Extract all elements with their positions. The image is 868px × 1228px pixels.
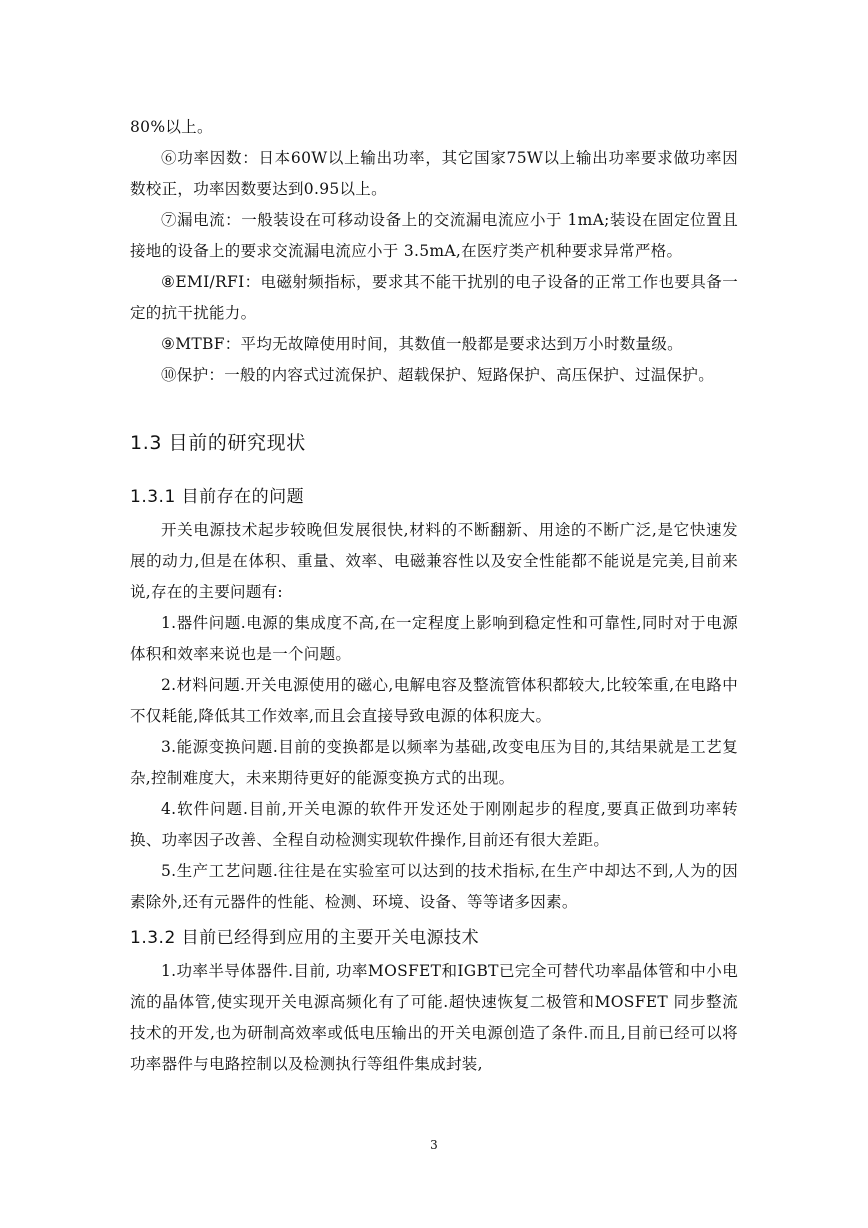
paragraph-energy-conversion-problem: 3.能源变换问题.目前的变换都是以频率为基础,改变电压为目的,其结果就是工艺复杂,控制难度大，未来期待更好的能源变换方式的出现。 — [130, 738, 738, 787]
paragraph-leakage-current: ⑦漏电流：一般装设在可移动设备上的交流漏电流应小于 1mA;装设在固定位置且接地的设备上的要求交流漏电流应小于 3.5mA,在医疗类产机种要求异常严格。 — [130, 211, 738, 260]
paragraph-power-semiconductor: 1.功率半导体器件.目前, 功率MOSFET和IGBT已完全可替代功率晶体管和中小电流的晶体管,使实现开关电源高频化有了可能.超快速恢复二极管和MOSFET 同步整流技术的开发,也为研制高效率或低电压输出的开关电源创造了条件.而且,目前已经可以将功率器件与电路控制以及检测执行等组件集成封装, — [130, 962, 738, 1073]
paragraph-problems-intro: 开关电源技术起步较晚但发展很快,材料的不断翻新、用途的不断广泛,是它快速发展的动力,但是在体积、重量、效率、电磁兼容性以及安全性能都不能说是完美,目前来说,存在的主要问题有: — [130, 521, 738, 601]
paragraph-continuation: 80%以上。 — [130, 118, 213, 136]
section-heading-1-3: 1.3 目前的研究现状 — [130, 432, 306, 454]
subsection-1-3-1-body — [130, 515, 738, 918]
paragraph-device-problem: 1.器件问题.电源的集成度不高,在一定程度上影响到稳定性和可靠性,同时对于电源体积和效率来说也是一个问题。 — [130, 614, 738, 663]
paragraph-mtbf: ⑨MTBF：平均无故障使用时间，其数值一般都是要求达到万小时数量级。 — [161, 335, 683, 353]
subsection-heading-1-3-2: 1.3.2 目前已经得到应用的主要开关电源技术 — [130, 928, 480, 948]
subsection-heading-1-3-1: 1.3.1 目前存在的问题 — [130, 487, 305, 507]
subsection-1-3-2-body — [130, 956, 738, 1080]
paragraph-protection: ⑩保护：一般的内容式过流保护、超载保护、短路保护、高压保护、过温保护。 — [161, 366, 715, 384]
paragraph-software-problem: 4.软件问题.目前,开关电源的软件开发还处于刚刚起步的程度,要真正做到功率转换、功率因子改善、全程自动检测实现软件操作,目前还有很大差距。 — [130, 800, 738, 849]
page-number: 3 — [430, 1138, 438, 1152]
paragraph-emi-rfi: ⑧EMI/RFI：电磁射频指标，要求其不能干扰别的电子设备的正常工作也要具备一定的抗干扰能力。 — [130, 273, 738, 322]
paragraph-material-problem: 2.材料问题.开关电源使用的磁心,电解电容及整流管体积都较大,比较笨重,在电路中不仅耗能,降低其工作效率,而且会直接导致电源的体积庞大。 — [130, 676, 738, 725]
intro-paragraphs — [130, 112, 738, 391]
paragraph-power-factor: ⑥功率因数：日本60W以上输出功率，其它国家75W以上输出功率要求做功率因数校正，功率因数要达到0.95以上。 — [130, 149, 738, 198]
paragraph-production-problem: 5.生产工艺问题.往往是在实验室可以达到的技术指标,在生产中却达不到,人为的因素除外,还有元器件的性能、检测、环境、设备、等等诸多因素。 — [130, 862, 738, 911]
